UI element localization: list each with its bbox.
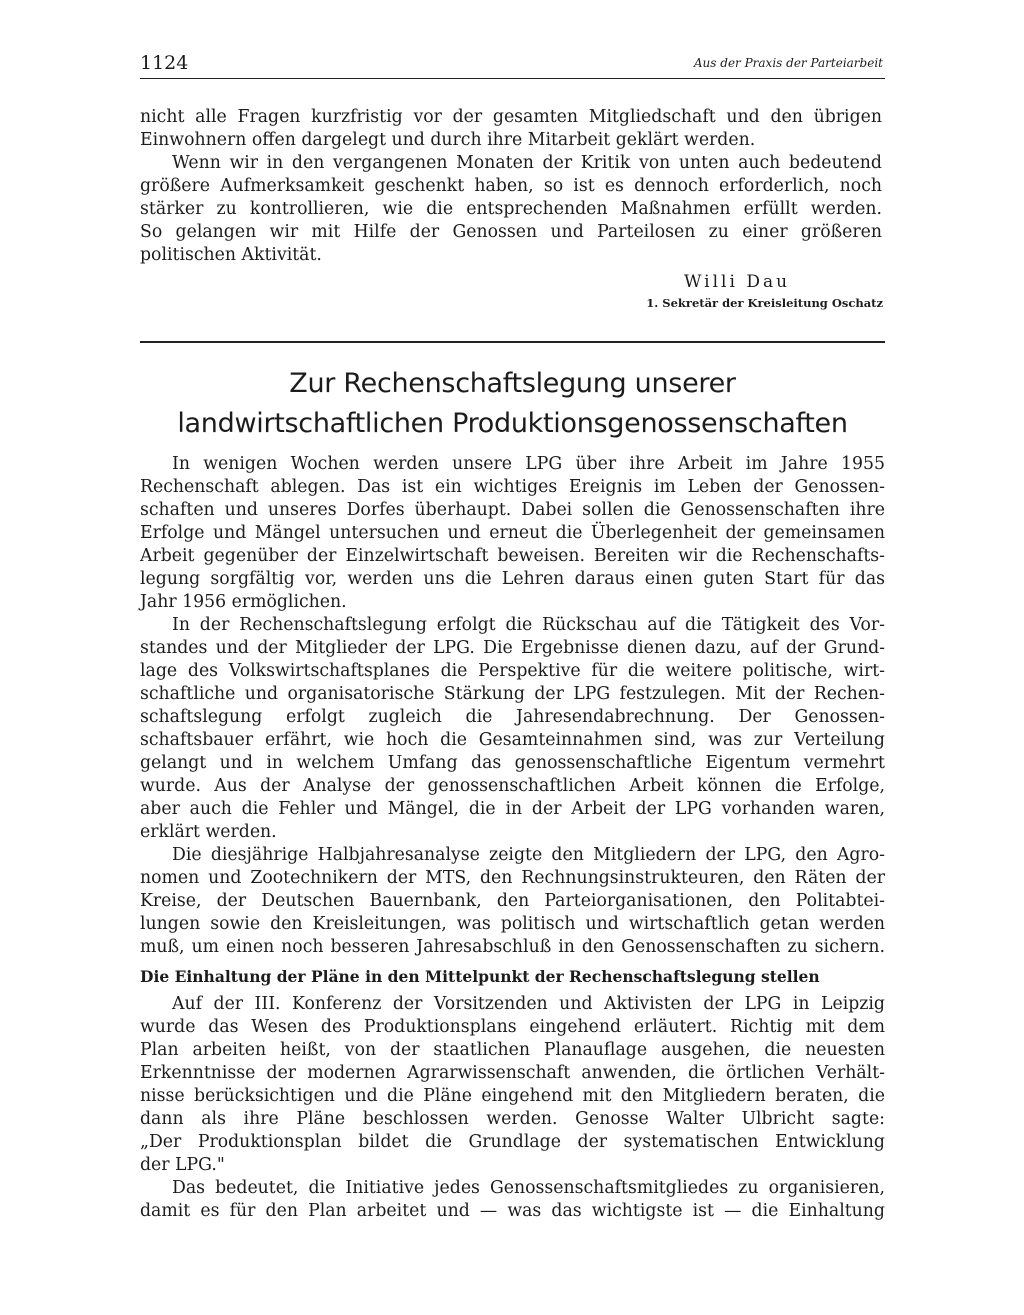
text-line: Auf der III. Konferenz der Vorsitzenden und Aktivisten der LPG in Leipzig xyxy=(172,994,885,1014)
text-line: Wenn wir in den vergangenen Monaten der Kritik von unten auch bedeutend xyxy=(172,153,882,173)
text-line: wurde. Aus der Analyse der genossenschaftlichen Arbeit können die Erfolge, xyxy=(140,776,885,796)
text-line: muß, um einen noch besseren Jahresabschluß in den Genossenschaften zu sichern. xyxy=(140,937,885,957)
text-line: wurde das Wesen des Produktionsplans eingehend erläutert. Richtig mit dem xyxy=(140,1017,885,1037)
text-line: Arbeit gegenüber der Einzelwirtschaft beweisen. Bereiten wir die Rechenschafts- xyxy=(140,546,885,566)
text-line: In der Rechenschaftslegung erfolgt die Rückschau auf die Tätigkeit des Vor- xyxy=(172,615,885,635)
text-line: In wenigen Wochen werden unsere LPG über ihre Arbeit im Jahre 1955 xyxy=(172,454,885,474)
letter-opening-lines xyxy=(140,106,882,152)
author-name: Willi Dau xyxy=(684,272,791,292)
text-line: damit es für den Plan arbeitet und — was das wichtigste ist — die Einhaltung xyxy=(140,1201,885,1221)
text-line: Kreise, der Deutschen Bauernbank, den Parteiorganisationen, den Politabtei- xyxy=(140,891,885,911)
article-body-continued xyxy=(140,993,885,1223)
text-line: dann als ihre Pläne beschlossen werden. Genosse Walter Ulbricht sagte: xyxy=(140,1109,885,1129)
text-line: stärker zu kontrollieren, wie die entsprechenden Maßnahmen erfüllt werden. xyxy=(140,199,882,219)
text-line: lungen sowie den Kreisleitungen, was politisch und wirtschaftlich getan werden xyxy=(140,914,885,934)
page-number: 1124 xyxy=(140,52,189,74)
text-line: der LPG." xyxy=(140,1155,225,1175)
text-line: Erkenntnisse der modernen Agrarwissenschaft anwenden, die örtlichen Verhält- xyxy=(140,1063,885,1083)
paragraph xyxy=(140,844,885,959)
running-head: Aus der Praxis der Parteiarbeit xyxy=(693,56,883,70)
text-line: Das bedeutet, die Initiative jedes Genossenschaftsmitgliedes zu organisieren, xyxy=(172,1178,885,1198)
paragraph xyxy=(140,453,885,614)
text-line: legung sorgfältig vor, werden uns die Lehren daraus einen guten Start für das xyxy=(140,569,885,589)
text-line: schaftliche und organisatorische Stärkung der LPG festzulegen. Mit der Rechen- xyxy=(140,684,885,704)
text-line: „Der Produktionsplan bildet die Grundlage der systematischen Entwicklung xyxy=(140,1132,885,1152)
text-line: gelangt und in welchem Umfang das genossenschaftliche Eigentum vermehrt xyxy=(140,753,885,773)
text-line: So gelangen wir mit Hilfe der Genossen und Parteilosen zu einer größeren xyxy=(140,222,882,242)
text-line: schaftsbauer erfährt, wie hoch die Gesamteinnahmen sind, was zur Verteilung xyxy=(140,730,885,750)
text-line: schaftslegung erfolgt zugleich die Jahresendabrechnung. Der Genossen- xyxy=(140,707,885,727)
paragraph xyxy=(140,614,885,844)
text-line: Rechenschaft ablegen. Das ist ein wichtiges Ereignis im Leben der Genossen- xyxy=(140,477,885,497)
text-line: lage des Volkswirtschaftsplanes die Perspektive für die weitere politische, wirt- xyxy=(140,661,885,681)
text-line: Erfolge und Mängel untersuchen und erneut die Überlegenheit der gemeinsamen xyxy=(140,523,885,543)
paragraph xyxy=(140,993,885,1177)
text-line: aber auch die Fehler und Mängel, die in der Arbeit der LPG vorhanden waren, xyxy=(140,799,885,819)
text-line: nomen und Zootechnikern der MTS, den Rechnungsinstrukteuren, den Räten der xyxy=(140,868,885,888)
text-line: Plan arbeiten heißt, von der staatlichen Planauflage ausgehen, die neuesten xyxy=(140,1040,885,1060)
section-divider xyxy=(140,341,885,343)
letter-continuation xyxy=(140,106,882,267)
section-subheading: Die Einhaltung der Pläne in den Mittelpunkt der Rechenschaftslegung stellen xyxy=(140,967,820,986)
text-line: nisse berücksichtigen und die Pläne eingehend mit den Mitgliedern beraten, die xyxy=(140,1086,885,1106)
author-role: 1. Sekretär der Kreisleitung Oschatz xyxy=(646,296,883,310)
article-title xyxy=(140,364,885,444)
text-line: Jahr 1956 ermöglichen. xyxy=(140,592,347,612)
text-line: Die diesjährige Halbjahresanalyse zeigte den Mitgliedern der LPG, den Agro- xyxy=(172,845,885,865)
text-line: standes und der Mitglieder der LPG. Die Ergebnisse dienen dazu, auf der Grund- xyxy=(140,638,885,658)
page-header xyxy=(140,52,885,79)
text-line: schaften und unseres Dorfes überhaupt. Dabei sollen die Genossenschaften ihre xyxy=(140,500,885,520)
text-line: erklärt werden. xyxy=(140,822,277,842)
article-body xyxy=(140,453,885,959)
text-line: größere Aufmerksamkeit geschenkt haben, so ist es dennoch erforderlich, noch xyxy=(140,176,882,196)
text-line: politischen Aktivität. xyxy=(140,245,322,265)
letter-paragraph xyxy=(140,152,882,267)
article-title-line: landwirtschaftlichen Produktionsgenossenschaften xyxy=(177,408,848,439)
text-line: nicht alle Fragen kurzfristig vor der gesamten Mitgliedschaft und den übrigen xyxy=(140,107,882,127)
article-title-line: Zur Rechenschaftslegung unserer xyxy=(289,368,736,399)
text-line: Einwohnern offen dargelegt und durch ihre Mitarbeit geklärt werden. xyxy=(140,130,756,150)
paragraph xyxy=(140,1177,885,1223)
